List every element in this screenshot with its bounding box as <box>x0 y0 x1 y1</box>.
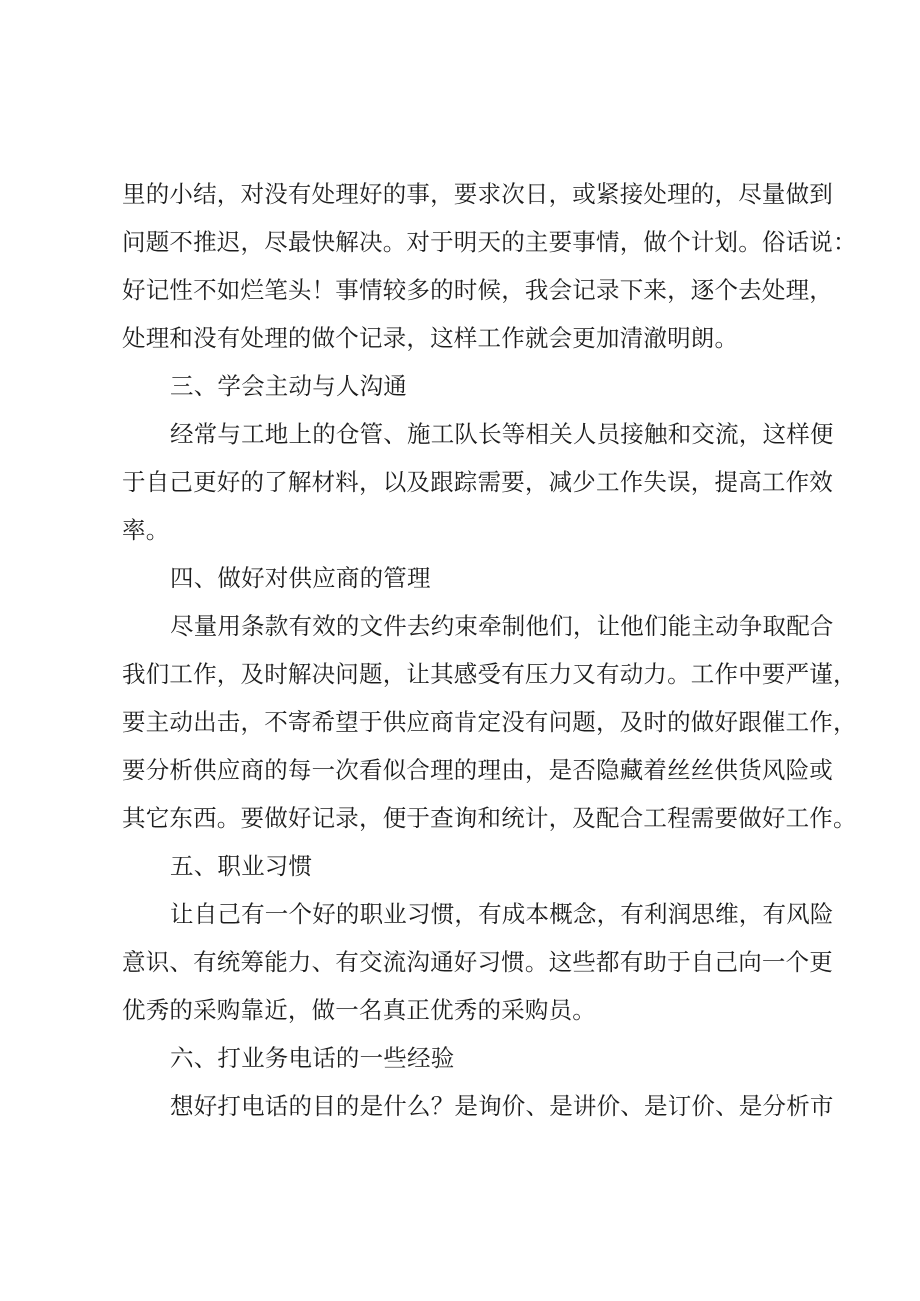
text-line: 其它东西。要做好记录，便于查询和统计，及配合工程需要做好工作。 <box>122 804 857 832</box>
section-heading: 三、学会主动与人沟通 <box>170 372 407 400</box>
text-line: 优秀的采购靠近，做一名真正优秀的采购员。 <box>122 996 596 1024</box>
text-line: 意识、有统筹能力、有交流沟通好习惯。这些都有助于自己向一个更 <box>122 948 833 976</box>
text-line: 让自己有一个好的职业习惯，有成本概念，有利润思维，有风险 <box>170 900 834 928</box>
section-heading: 六、打业务电话的一些经验 <box>170 1044 455 1072</box>
text-line: 处理和没有处理的做个记录，这样工作就会更加清澈明朗。 <box>122 324 739 352</box>
text-line: 于自己更好的了解材料，以及跟踪需要，减少工作失误，提高工作效 <box>122 468 833 496</box>
section-heading: 五、职业习惯 <box>170 852 313 880</box>
text-line: 好记性不如烂笔头！事情较多的时候，我会记录下来，逐个去处理， <box>122 276 833 304</box>
text-line: 问题不推迟，尽最快解决。对于明天的主要事情，做个计划。俗话说： <box>122 228 857 256</box>
text-line: 要分析供应商的每一次看似合理的理由，是否隐藏着丝丝供货风险或 <box>122 756 833 784</box>
text-line: 尽量用条款有效的文件去约束牵制他们，让他们能主动争取配合 <box>170 612 834 640</box>
text-line: 率。 <box>122 516 170 544</box>
text-line: 想好打电话的目的是什么？是询价、是讲价、是订价、是分析市 <box>170 1092 834 1120</box>
text-line: 里的小结，对没有处理好的事，要求次日，或紧接处理的，尽量做到 <box>122 180 833 208</box>
text-line: 要主动出击，不寄希望于供应商肯定没有问题，及时的做好跟催工作， <box>122 708 857 736</box>
text-line: 我们工作，及时解决问题，让其感受有压力又有动力。工作中要严谨， <box>122 660 857 688</box>
text-line: 经常与工地上的仓管、施工队长等相关人员接触和交流，这样便 <box>170 420 834 448</box>
document-body <box>122 170 857 1130</box>
section-heading: 四、做好对供应商的管理 <box>170 564 431 592</box>
